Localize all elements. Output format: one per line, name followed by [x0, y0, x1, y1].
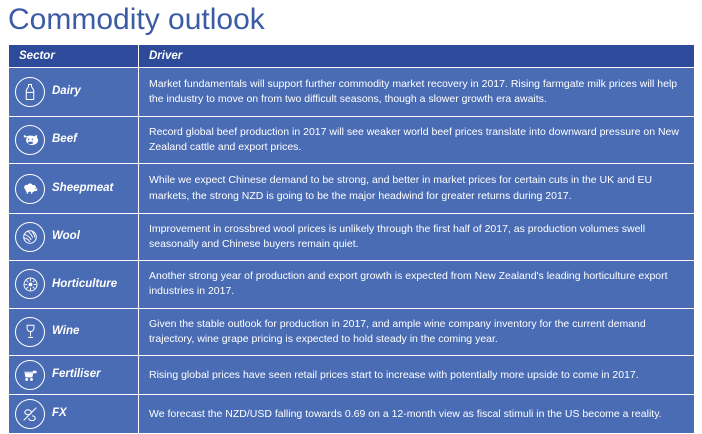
wool-ball-icon: [15, 222, 45, 252]
sector-label: Beef: [52, 133, 77, 147]
table-row: [9, 356, 695, 395]
sector-label: Horticulture: [52, 278, 117, 292]
sector-cell-horticulture: [9, 261, 139, 308]
sector-cell-fx: [9, 395, 139, 434]
table-row: [9, 164, 695, 213]
sector-label: Fertiliser: [52, 368, 101, 382]
wine-glass-icon: [15, 317, 45, 347]
sector-cell-fertiliser: [9, 356, 139, 395]
sector-label: Sheepmeat: [52, 182, 113, 196]
sector-label: FX: [52, 407, 67, 421]
sector-label: Wool: [52, 230, 80, 244]
table-row: [9, 308, 695, 355]
table-row: [9, 213, 695, 260]
table-header-row: [9, 44, 695, 67]
table-row: [9, 67, 695, 116]
sector-cell-wool: [9, 213, 139, 260]
fertiliser-spreader-icon: [15, 360, 45, 390]
column-header-driver: Driver: [139, 44, 695, 67]
commodity-outlook-table: [8, 44, 695, 434]
driver-cell: While we expect Chinese demand to be strong, and better in market prices for certain cuts in the UK and EU markets, the strong NZD is going to be the major headwind for greater returns during 2017.: [139, 164, 695, 213]
driver-cell: We forecast the NZD/USD falling towards 0.69 on a 12-month view as fiscal stimuli in the US become a reality.: [139, 395, 695, 434]
sector-cell-beef: [9, 116, 139, 163]
sector-cell-sheepmeat: [9, 164, 139, 213]
driver-cell: Improvement in crossbred wool prices is unlikely through the first half of 2017, as production volumes swell seasonally and Chinese buyers remain quiet.: [139, 213, 695, 260]
table-row: [9, 261, 695, 308]
sheep-icon: [15, 174, 45, 204]
sector-cell-dairy: [9, 67, 139, 116]
sector-label: Wine: [52, 325, 79, 339]
driver-cell: Another strong year of production and export growth is expected from New Zealand's leading horticulture export industries in 2017.: [139, 261, 695, 308]
driver-cell: Rising global prices have seen retail prices start to increase with potentially more upside to come in 2017.: [139, 356, 695, 395]
table-row: [9, 116, 695, 163]
cow-icon: [15, 125, 45, 155]
table-row: [9, 395, 695, 434]
sector-cell-wine: [9, 308, 139, 355]
column-header-sector: Sector: [9, 44, 139, 67]
driver-cell: Record global beef production in 2017 will see weaker world beef prices translate into downward pressure on New Zealand cattle and export prices.: [139, 116, 695, 163]
milk-bottle-icon: [15, 77, 45, 107]
kiwifruit-icon: [15, 269, 45, 299]
driver-cell: Market fundamentals will support further commodity market recovery in 2017. Rising farmgate milk prices will help the industry to move on from two difficult seasons, though a slower growth era awaits.: [139, 67, 695, 116]
driver-cell: Given the stable outlook for production in 2017, and ample wine company inventory for the current demand trajectory, wine grape pricing is expected to hold steady in the coming year.: [139, 308, 695, 355]
page-title: Commodity outlook: [0, 0, 702, 44]
sector-label: Dairy: [52, 85, 81, 99]
